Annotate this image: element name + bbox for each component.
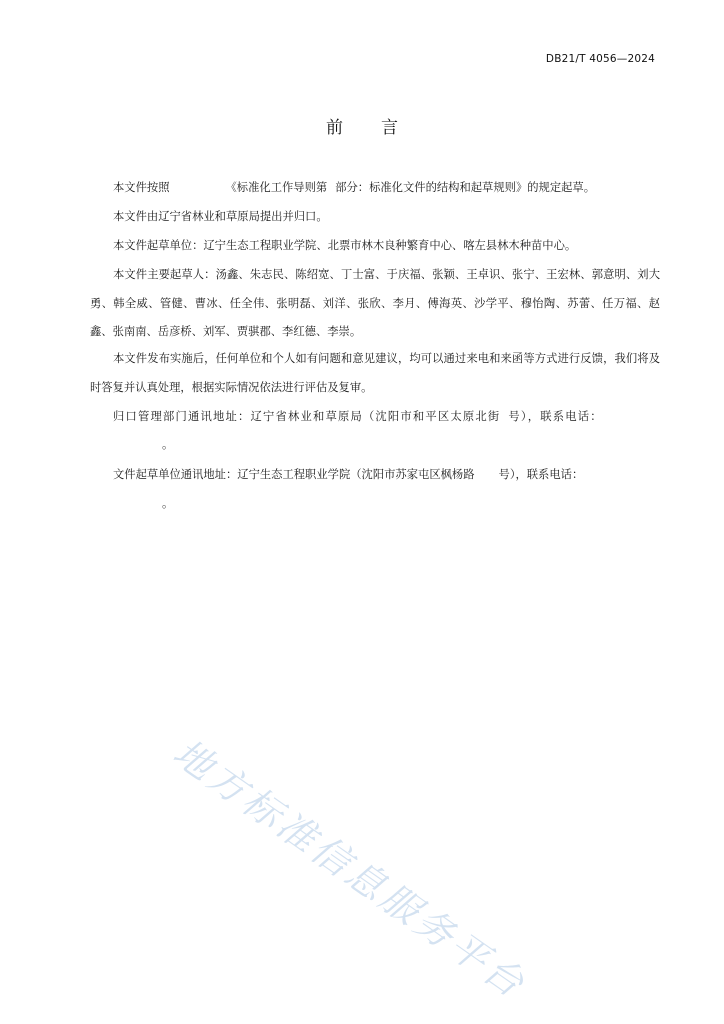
paragraph-text: 本文件按照 [113,181,170,194]
paragraph-proposer: 本文件由辽宁省林业和草原局提出并归口。 [113,210,328,223]
paragraph-text: 号），联系电话： [498,468,584,481]
paragraph-text: 《标准化工作导则第 [225,181,328,194]
paragraph-authority-address [90,403,660,432]
page-title: 前言 [326,118,436,138]
paragraph-drafters: 本文件主要起草人：汤鑫、朱志民、陈绍宽、丁士富、于庆福、张颖、王卓识、张宁、王宏林、郭意明、刘大勇、韩全威、管健、曹冰、任全伟、张明磊、刘洋、张欣、李月、傅海英、沙学平、穆怡陶、苏蕾、任万福、赵鑫、张南南、岳彦桥、刘军、贾骐郡、李红德、李崇。 [90,268,660,338]
paragraph-text: 归口管理部门通讯地址：辽宁省林业和草原局（沈阳市和平区太原北街 [113,410,501,423]
paragraph-text: 文件起草单位通讯地址：辽宁生态工程职业学院（沈阳市苏家屯区枫杨路 [113,468,475,481]
paragraph-text: 部分：标准化文件的结构和起草规则》的规定起草。 [335,181,596,194]
paragraph-authority-address-end [90,431,660,460]
document-code: DB21/T 4056—2024 [545,53,655,65]
paragraph-text: 。 [162,497,174,510]
paragraph-drafter-address [90,461,660,490]
watermark: 地方标准信息服务平台 [165,730,535,1008]
paragraph-drafter-address-end [90,490,660,519]
paragraph-text: 号），联系电话： [508,410,603,423]
paragraph-feedback: 本文件发布实施后，任何单位和个人如有问题和意见建议，均可以通过来电和来函等方式进行反馈，我们将及时答复并认真处理，根据实际情况依法进行评估及复审。 [90,352,660,394]
paragraph-drafting-units: 本文件起草单位：辽宁生态工程职业学院、北票市林木良种繁育中心、喀左县林木种苗中心。 [113,239,577,252]
paragraph-drafting-rules [90,174,660,203]
paragraph-text: 。 [162,438,174,451]
